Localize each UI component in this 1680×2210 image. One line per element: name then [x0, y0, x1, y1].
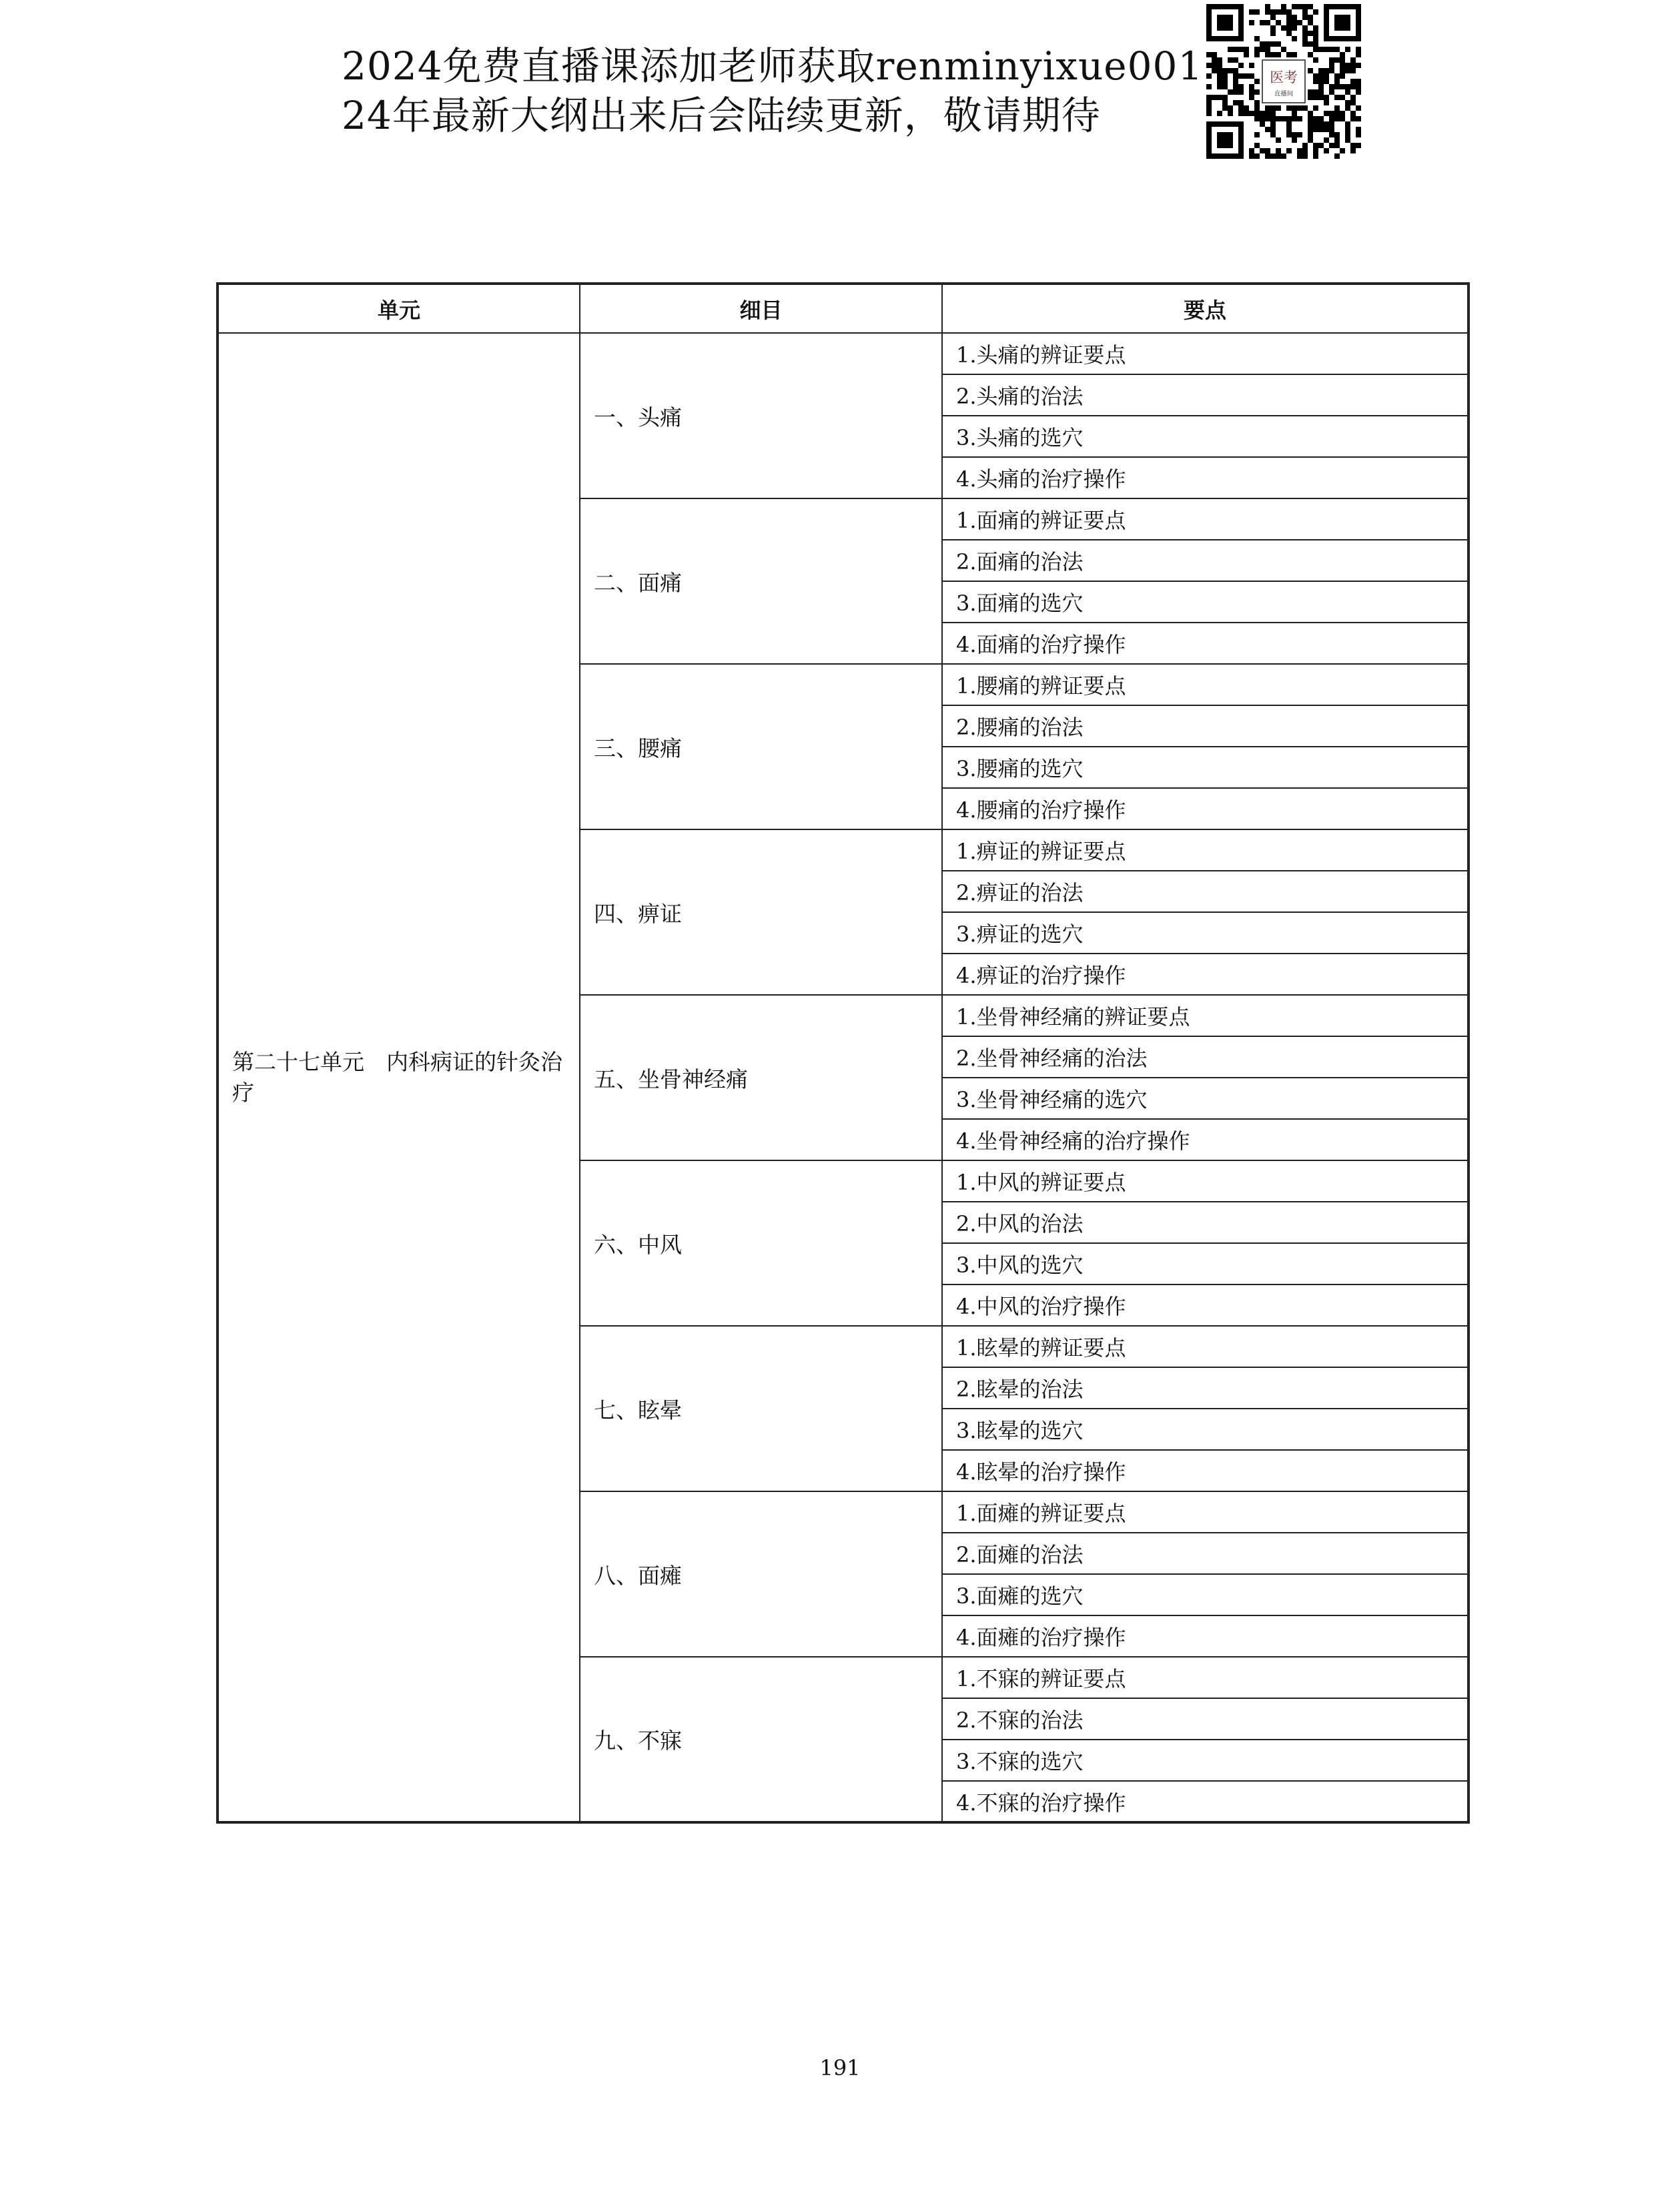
- point-cell: 2.中风的治法: [942, 1202, 1468, 1243]
- table-header-row: [218, 284, 1468, 333]
- point-cell: 4.不寐的治疗操作: [942, 1781, 1468, 1822]
- point-cell: 1.面痛的辨证要点: [942, 498, 1468, 540]
- item-cell: 一、头痛: [580, 333, 942, 498]
- item-cell: 五、坐骨神经痛: [580, 995, 942, 1160]
- item-cell: 六、中风: [580, 1160, 942, 1326]
- header-line-2: 24年最新大纲出来后会陆续更新，敬请期待: [342, 93, 1101, 138]
- point-cell: 3.痹证的选穴: [942, 912, 1468, 954]
- point-cell: 4.眩晕的治疗操作: [942, 1450, 1468, 1491]
- point-cell: 1.坐骨神经痛的辨证要点: [942, 995, 1468, 1036]
- point-cell: 4.面瘫的治疗操作: [942, 1615, 1468, 1657]
- point-cell: 4.腰痛的治疗操作: [942, 788, 1468, 829]
- point-cell: 3.眩晕的选穴: [942, 1409, 1468, 1450]
- point-cell: 4.中风的治疗操作: [942, 1284, 1468, 1326]
- table-row: [218, 333, 1468, 374]
- point-cell: 4.痹证的治疗操作: [942, 954, 1468, 995]
- point-cell: 1.眩晕的辨证要点: [942, 1326, 1468, 1367]
- qr-code-icon: [1206, 4, 1361, 159]
- point-cell: 2.腰痛的治法: [942, 705, 1468, 747]
- point-cell: 2.头痛的治法: [942, 374, 1468, 416]
- header-point: 要点: [942, 284, 1468, 333]
- point-cell: 1.头痛的辨证要点: [942, 333, 1468, 374]
- header-item: 细目: [580, 284, 942, 333]
- table-body: [218, 333, 1468, 1822]
- point-cell: 4.面痛的治疗操作: [942, 623, 1468, 664]
- point-cell: 2.坐骨神经痛的治法: [942, 1036, 1468, 1078]
- item-cell: 七、眩晕: [580, 1326, 942, 1491]
- point-cell: 3.坐骨神经痛的选穴: [942, 1078, 1468, 1119]
- item-cell: 二、面痛: [580, 498, 942, 664]
- qr-center-sublabel: 直播间: [1274, 90, 1294, 98]
- header-line-1: 2024免费直播课添加老师获取renminyixue001: [342, 43, 1204, 89]
- item-cell: 三、腰痛: [580, 664, 942, 829]
- syllabus-table: [216, 282, 1470, 1824]
- point-cell: 4.坐骨神经痛的治疗操作: [942, 1119, 1468, 1160]
- item-cell: 四、痹证: [580, 829, 942, 995]
- point-cell: 1.面瘫的辨证要点: [942, 1491, 1468, 1533]
- syllabus-table-wrapper: [216, 282, 1467, 1824]
- point-cell: 3.腰痛的选穴: [942, 747, 1468, 788]
- point-cell: 2.痹证的治法: [942, 871, 1468, 912]
- point-cell: 3.中风的选穴: [942, 1243, 1468, 1284]
- point-cell: 2.面痛的治法: [942, 540, 1468, 581]
- point-cell: 1.不寐的辨证要点: [942, 1657, 1468, 1698]
- point-cell: 3.面痛的选穴: [942, 581, 1468, 623]
- point-cell: 2.面瘫的治法: [942, 1533, 1468, 1574]
- header-notice: [342, 41, 1209, 140]
- unit-cell: 第二十七单元 内科病证的针灸治疗: [218, 333, 580, 1822]
- point-cell: 3.头痛的选穴: [942, 416, 1468, 457]
- item-cell: 九、不寐: [580, 1657, 942, 1822]
- point-cell: 2.眩晕的治法: [942, 1367, 1468, 1409]
- point-cell: 1.腰痛的辨证要点: [942, 664, 1468, 705]
- point-cell: 1.痹证的辨证要点: [942, 829, 1468, 871]
- point-cell: 4.头痛的治疗操作: [942, 457, 1468, 498]
- qr-center-label: 医考: [1270, 69, 1298, 85]
- page-number: 191: [819, 2055, 861, 2081]
- point-cell: 2.不寐的治法: [942, 1698, 1468, 1740]
- point-cell: 3.面瘫的选穴: [942, 1574, 1468, 1615]
- point-cell: 3.不寐的选穴: [942, 1740, 1468, 1781]
- header-unit: 单元: [218, 284, 580, 333]
- point-cell: 1.中风的辨证要点: [942, 1160, 1468, 1202]
- item-cell: 八、面瘫: [580, 1491, 942, 1657]
